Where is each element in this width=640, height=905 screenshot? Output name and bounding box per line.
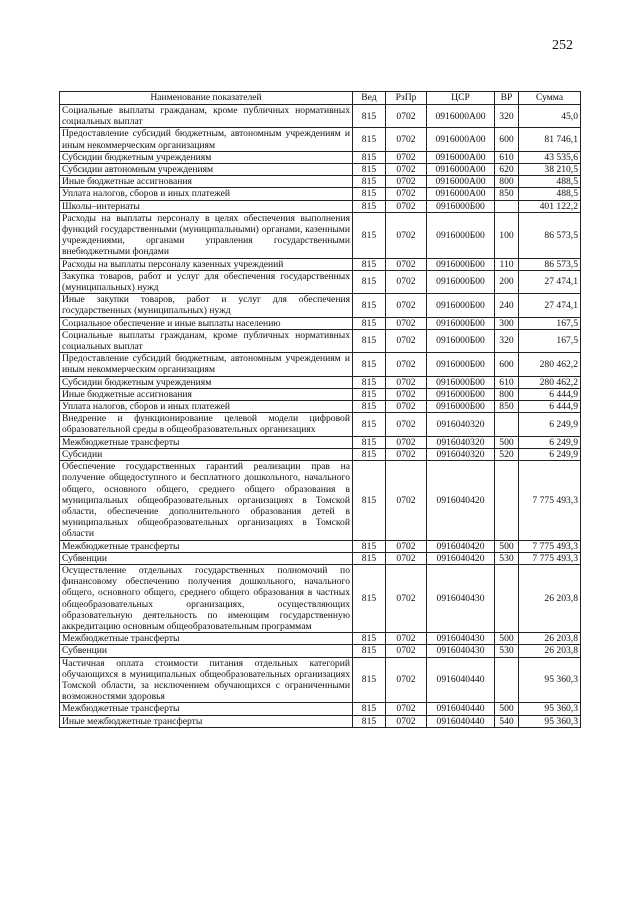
rzpr-cell: 0702 <box>386 388 427 400</box>
csr-cell: 0916040320 <box>427 413 495 436</box>
table-row <box>60 401 581 413</box>
table-row <box>60 552 581 564</box>
rzpr-cell: 0702 <box>386 413 427 436</box>
table-row <box>60 105 581 128</box>
ved-cell: 815 <box>353 388 386 400</box>
sum-cell: 7 775 493,3 <box>519 552 581 564</box>
name-cell: Субсидии бюджетным учреждениям <box>60 151 353 163</box>
name-cell: Субсидии бюджетным учреждениям <box>60 376 353 388</box>
ved-cell: 815 <box>353 294 386 317</box>
table-row <box>60 258 581 270</box>
ved-cell: 815 <box>353 461 386 540</box>
table-row <box>60 188 581 200</box>
sum-cell: 6 444,9 <box>519 388 581 400</box>
name-cell: Уплата налогов, сборов и иных платежей <box>60 188 353 200</box>
csr-cell: 0916040320 <box>427 448 495 460</box>
vr-cell: 600 <box>495 353 519 376</box>
table-row <box>60 564 581 632</box>
ved-cell: 815 <box>353 645 386 657</box>
rzpr-cell: 0702 <box>386 448 427 460</box>
rzpr-cell: 0702 <box>386 317 427 329</box>
csr-cell: 0916040420 <box>427 552 495 564</box>
csr-cell: 0916000Б00 <box>427 401 495 413</box>
csr-cell: 0916000Б00 <box>427 212 495 258</box>
vr-cell: 620 <box>495 164 519 176</box>
vr-cell <box>495 657 519 703</box>
sum-cell: 95 360,3 <box>519 657 581 703</box>
vr-cell: 300 <box>495 317 519 329</box>
vr-cell <box>495 564 519 632</box>
name-cell: Социальные выплаты гражданам, кроме публичных нормативных социальных выплат <box>60 105 353 128</box>
header-name: Наименование показателей <box>60 92 353 105</box>
csr-cell: 0916040430 <box>427 633 495 645</box>
csr-cell: 0916040430 <box>427 645 495 657</box>
sum-cell: 95 360,3 <box>519 715 581 727</box>
name-cell: Расходы на выплаты персоналу в целях обеспечения выполнения функций государственными (муниципальными) органами, казенными учреждениями, органами управления государственными внебюджетными фондами <box>60 212 353 258</box>
name-cell: Межбюджетные трансферты <box>60 436 353 448</box>
rzpr-cell: 0702 <box>386 151 427 163</box>
vr-cell <box>495 200 519 212</box>
vr-cell: 800 <box>495 176 519 188</box>
name-cell: Внедрение и функционирование целевой модели цифровой образовательной среды в общеобразовательных организациях <box>60 413 353 436</box>
rzpr-cell: 0702 <box>386 376 427 388</box>
name-cell: Субсидии <box>60 448 353 460</box>
name-cell: Предоставление субсидий бюджетным, автономным учреждениям и иным некоммерческим организациям <box>60 353 353 376</box>
csr-cell: 0916000А00 <box>427 128 495 151</box>
ved-cell: 815 <box>353 540 386 552</box>
name-cell: Расходы на выплаты персоналу казенных учреждений <box>60 258 353 270</box>
sum-cell: 26 203,8 <box>519 645 581 657</box>
table-row <box>60 715 581 727</box>
table-row <box>60 200 581 212</box>
vr-cell: 500 <box>495 540 519 552</box>
ved-cell: 815 <box>353 105 386 128</box>
name-cell: Субвенции <box>60 552 353 564</box>
vr-cell: 500 <box>495 703 519 715</box>
rzpr-cell: 0702 <box>386 645 427 657</box>
rzpr-cell: 0702 <box>386 564 427 632</box>
vr-cell: 850 <box>495 401 519 413</box>
ved-cell: 815 <box>353 448 386 460</box>
vr-cell: 200 <box>495 270 519 293</box>
vr-cell: 110 <box>495 258 519 270</box>
table-row <box>60 164 581 176</box>
header-sum: Сумма <box>519 92 581 105</box>
page-number: 252 <box>552 38 573 53</box>
sum-cell: 45,0 <box>519 105 581 128</box>
rzpr-cell: 0702 <box>386 540 427 552</box>
rzpr-cell: 0702 <box>386 436 427 448</box>
table-row <box>60 212 581 258</box>
csr-cell: 0916000Б00 <box>427 200 495 212</box>
ved-cell: 815 <box>353 128 386 151</box>
csr-cell: 0916040430 <box>427 564 495 632</box>
csr-cell: 0916040440 <box>427 715 495 727</box>
ved-cell: 815 <box>353 151 386 163</box>
ved-cell: 815 <box>353 270 386 293</box>
vr-cell: 500 <box>495 633 519 645</box>
vr-cell: 530 <box>495 645 519 657</box>
ved-cell: 815 <box>353 353 386 376</box>
sum-cell: 26 203,8 <box>519 564 581 632</box>
sum-cell: 26 203,8 <box>519 633 581 645</box>
ved-cell: 815 <box>353 317 386 329</box>
rzpr-cell: 0702 <box>386 703 427 715</box>
table-row <box>60 329 581 352</box>
rzpr-cell: 0702 <box>386 401 427 413</box>
ved-cell: 815 <box>353 552 386 564</box>
rzpr-cell: 0702 <box>386 176 427 188</box>
ved-cell: 815 <box>353 200 386 212</box>
table-row <box>60 633 581 645</box>
ved-cell: 815 <box>353 633 386 645</box>
budget-table <box>59 91 581 728</box>
ved-cell: 815 <box>353 703 386 715</box>
name-cell: Иные бюджетные ассигнования <box>60 176 353 188</box>
csr-cell: 0916040440 <box>427 657 495 703</box>
csr-cell: 0916000Б00 <box>427 388 495 400</box>
name-cell: Осуществление отдельных государственных полномочий по финансовому обеспечению получения дошкольного, начального общего, основного общего, среднего общего образования в частных общеобразовательных организациях, осуществляющих образовательную деятельность по имеющим государственную аккредитацию основным общеобразовательным программам <box>60 564 353 632</box>
header-ved: Вед <box>353 92 386 105</box>
header-row <box>60 92 581 105</box>
name-cell: Иные закупки товаров, работ и услуг для обеспечения государственных (муниципальных) нужд <box>60 294 353 317</box>
sum-cell: 38 210,5 <box>519 164 581 176</box>
table-row <box>60 294 581 317</box>
rzpr-cell: 0702 <box>386 200 427 212</box>
sum-cell: 95 360,3 <box>519 703 581 715</box>
table-row <box>60 413 581 436</box>
vr-cell: 610 <box>495 151 519 163</box>
sum-cell: 7 775 493,3 <box>519 461 581 540</box>
csr-cell: 0916040420 <box>427 540 495 552</box>
csr-cell: 0916040420 <box>427 461 495 540</box>
sum-cell: 280 462,2 <box>519 353 581 376</box>
header-vr: ВР <box>495 92 519 105</box>
ved-cell: 815 <box>353 436 386 448</box>
sum-cell: 6 249,9 <box>519 436 581 448</box>
sum-cell: 6 444,9 <box>519 401 581 413</box>
table-row <box>60 270 581 293</box>
sum-cell: 488,5 <box>519 188 581 200</box>
vr-cell: 240 <box>495 294 519 317</box>
csr-cell: 0916000Б00 <box>427 376 495 388</box>
csr-cell: 0916000Б00 <box>427 294 495 317</box>
ved-cell: 815 <box>353 657 386 703</box>
rzpr-cell: 0702 <box>386 353 427 376</box>
sum-cell: 81 746,1 <box>519 128 581 151</box>
rzpr-cell: 0702 <box>386 164 427 176</box>
sum-cell: 27 474,1 <box>519 294 581 317</box>
rzpr-cell: 0702 <box>386 105 427 128</box>
name-cell: Межбюджетные трансферты <box>60 633 353 645</box>
table-row <box>60 151 581 163</box>
name-cell: Социальное обеспечение и иные выплаты населению <box>60 317 353 329</box>
vr-cell: 800 <box>495 388 519 400</box>
sum-cell: 86 573,5 <box>519 212 581 258</box>
name-cell: Закупка товаров, работ и услуг для обеспечения государственных (муниципальных) нужд <box>60 270 353 293</box>
sum-cell: 488,5 <box>519 176 581 188</box>
sum-cell: 6 249,9 <box>519 448 581 460</box>
sum-cell: 43 535,6 <box>519 151 581 163</box>
ved-cell: 815 <box>353 258 386 270</box>
vr-cell: 500 <box>495 436 519 448</box>
ved-cell: 815 <box>353 329 386 352</box>
ved-cell: 815 <box>353 212 386 258</box>
csr-cell: 0916000А00 <box>427 164 495 176</box>
ved-cell: 815 <box>353 715 386 727</box>
csr-cell: 0916000А00 <box>427 105 495 128</box>
csr-cell: 0916000А00 <box>427 176 495 188</box>
csr-cell: 0916000Б00 <box>427 258 495 270</box>
ved-cell: 815 <box>353 376 386 388</box>
rzpr-cell: 0702 <box>386 258 427 270</box>
vr-cell: 320 <box>495 105 519 128</box>
table-row <box>60 461 581 540</box>
name-cell: Частичная оплата стоимости питания отдельных категорий обучающихся в муниципальных общеобразовательных организациях Томской области, за исключением обучающихся с ограниченными возможностями здоровья <box>60 657 353 703</box>
rzpr-cell: 0702 <box>386 270 427 293</box>
csr-cell: 0916000Б00 <box>427 270 495 293</box>
table-row <box>60 128 581 151</box>
table-row <box>60 436 581 448</box>
sum-cell: 280 462,2 <box>519 376 581 388</box>
name-cell: Субсидии автономным учреждениям <box>60 164 353 176</box>
csr-cell: 0916040320 <box>427 436 495 448</box>
vr-cell: 520 <box>495 448 519 460</box>
name-cell: Межбюджетные трансферты <box>60 540 353 552</box>
rzpr-cell: 0702 <box>386 657 427 703</box>
vr-cell: 610 <box>495 376 519 388</box>
table-row <box>60 540 581 552</box>
table-row <box>60 388 581 400</box>
name-cell: Иные бюджетные ассигнования <box>60 388 353 400</box>
vr-cell: 530 <box>495 552 519 564</box>
vr-cell: 100 <box>495 212 519 258</box>
table-row <box>60 176 581 188</box>
vr-cell: 540 <box>495 715 519 727</box>
vr-cell <box>495 413 519 436</box>
rzpr-cell: 0702 <box>386 212 427 258</box>
vr-cell <box>495 461 519 540</box>
rzpr-cell: 0702 <box>386 552 427 564</box>
rzpr-cell: 0702 <box>386 188 427 200</box>
table-row <box>60 657 581 703</box>
name-cell: Школы–интернаты <box>60 200 353 212</box>
rzpr-cell: 0702 <box>386 461 427 540</box>
sum-cell: 27 474,1 <box>519 270 581 293</box>
table-row <box>60 376 581 388</box>
table-row <box>60 645 581 657</box>
sum-cell: 167,5 <box>519 317 581 329</box>
ved-cell: 815 <box>353 176 386 188</box>
table-row <box>60 353 581 376</box>
rzpr-cell: 0702 <box>386 329 427 352</box>
name-cell: Субвенции <box>60 645 353 657</box>
csr-cell: 0916000А00 <box>427 188 495 200</box>
vr-cell: 850 <box>495 188 519 200</box>
sum-cell: 401 122,2 <box>519 200 581 212</box>
vr-cell: 320 <box>495 329 519 352</box>
name-cell: Межбюджетные трансферты <box>60 703 353 715</box>
rzpr-cell: 0702 <box>386 715 427 727</box>
name-cell: Социальные выплаты гражданам, кроме публичных нормативных социальных выплат <box>60 329 353 352</box>
name-cell: Обеспечение государственных гарантий реализации прав на получение общедоступного и бесплатного дошкольного, начального общего, основного общего, среднего общего образования в муниципальных общеобразовательных организациях в Томской области, обеспечение дополнительного образования детей в муниципальных общеобразовательных организациях в Томской области <box>60 461 353 540</box>
ved-cell: 815 <box>353 564 386 632</box>
csr-cell: 0916040440 <box>427 703 495 715</box>
ved-cell: 815 <box>353 413 386 436</box>
rzpr-cell: 0702 <box>386 633 427 645</box>
sum-cell: 167,5 <box>519 329 581 352</box>
table-row <box>60 317 581 329</box>
table-row <box>60 703 581 715</box>
ved-cell: 815 <box>353 164 386 176</box>
rzpr-cell: 0702 <box>386 294 427 317</box>
ved-cell: 815 <box>353 401 386 413</box>
name-cell: Иные межбюджетные трансферты <box>60 715 353 727</box>
vr-cell: 600 <box>495 128 519 151</box>
rzpr-cell: 0702 <box>386 128 427 151</box>
sum-cell: 6 249,9 <box>519 413 581 436</box>
sum-cell: 86 573,5 <box>519 258 581 270</box>
header-rzpr: РзПр <box>386 92 427 105</box>
csr-cell: 0916000Б00 <box>427 329 495 352</box>
csr-cell: 0916000Б00 <box>427 317 495 329</box>
table-row <box>60 448 581 460</box>
name-cell: Предоставление субсидий бюджетным, автономным учреждениям и иным некоммерческим организациям <box>60 128 353 151</box>
sum-cell: 7 775 493,3 <box>519 540 581 552</box>
name-cell: Уплата налогов, сборов и иных платежей <box>60 401 353 413</box>
csr-cell: 0916000Б00 <box>427 353 495 376</box>
ved-cell: 815 <box>353 188 386 200</box>
csr-cell: 0916000А00 <box>427 151 495 163</box>
header-csr: ЦСР <box>427 92 495 105</box>
